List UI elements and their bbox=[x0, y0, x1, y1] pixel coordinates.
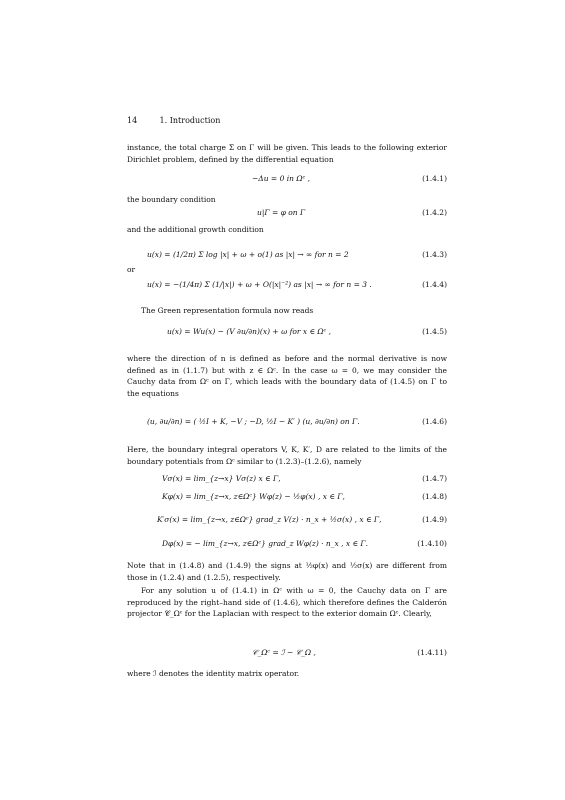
paragraph: For any solution u of (1.4.1) in Ωᶜ with ω = 0, the Cauchy data on Γ are reproduced by the right–hand side of (1.4.6), which therefore defines the Calderón projector 𝒞_Ωᶜ for the Laplacian with respect to the exterior domain Ωᶜ. Clearly, bbox=[127, 586, 447, 618]
equation bbox=[127, 280, 447, 294]
equation-label: (1.4.8) bbox=[422, 492, 447, 501]
equation-body: (u, ∂u/∂n) = ( ½I + K, −V ; −D, ½I − K′ ) (u, ∂u/∂n) on Γ. bbox=[147, 417, 360, 426]
running-header bbox=[127, 116, 220, 125]
equation-label: (1.4.3) bbox=[422, 250, 447, 259]
chapter-title: 1. Introduction bbox=[159, 116, 221, 125]
paragraph: Here, the boundary integral operators V, K, K′, D are related to the limits of the boundary potentials from Ωᶜ similar to (1.2.3)–(1.2.6), namely bbox=[127, 445, 447, 466]
equation-body: u(x) = Wu(x) − (V ∂u/∂n)(x) + ω for x ∈ Ωᶜ , bbox=[167, 327, 332, 336]
equation-body: Vσ(x) = lim_{z→x} Vσ(z) x ∈ Γ, bbox=[162, 474, 281, 483]
equation-label: (1.4.5) bbox=[422, 327, 447, 336]
equation bbox=[127, 174, 447, 188]
equation-body: Kφ(x) = lim_{z→x, z∈Ωᶜ} Wφ(z) − ½φ(x) , x ∈ Γ, bbox=[162, 492, 345, 501]
equation-label: (1.4.7) bbox=[422, 474, 447, 483]
equation-label: (1.4.9) bbox=[422, 515, 447, 524]
equation-body: K′σ(x) = lim_{z→x, z∈Ωᶜ} grad_z V(z) · n_x + ½σ(x) , x ∈ Γ, bbox=[157, 515, 382, 524]
equation bbox=[127, 648, 447, 662]
equation-label: (1.4.4) bbox=[422, 280, 447, 289]
equation-body: u(x) = −(1/4π) Σ (1/|x|) + ω + O(|x|⁻²) as |x| → ∞ for n = 3 . bbox=[147, 280, 372, 289]
paragraph: the boundary condition bbox=[127, 195, 216, 204]
equation bbox=[127, 208, 447, 222]
equation bbox=[127, 474, 447, 488]
equation-label: (1.4.10) bbox=[417, 539, 447, 548]
page-number: 14 bbox=[127, 116, 138, 125]
paragraph: and the additional growth condition bbox=[127, 225, 264, 234]
paragraph: The Green representation formula now reads bbox=[141, 306, 314, 315]
equation bbox=[127, 327, 447, 341]
paragraph: where ℐ denotes the identity matrix operator. bbox=[127, 669, 300, 678]
paragraph: Note that in (1.4.8) and (1.4.9) the signs at ½φ(x) and ½σ(x) are different from those in (1.2.4) and (1.2.5), respectively. bbox=[127, 561, 447, 582]
equation bbox=[127, 492, 447, 506]
paragraph: where the direction of n is defined as before and the normal derivative is now defined as in (1.1.7) but with z ∈ Ωᶜ. In the case ω = 0, we may consider the Cauchy data from Ωᶜ on Γ, which leads with the boundary data of (1.4.5) on Γ to the equations bbox=[127, 354, 447, 398]
equation-label: (1.4.6) bbox=[422, 417, 447, 426]
equation-label: (1.4.1) bbox=[422, 174, 447, 183]
equation bbox=[127, 417, 447, 431]
equation bbox=[127, 539, 447, 553]
equation bbox=[127, 515, 447, 529]
equation-body: −Δu = 0 in Ωᶜ , bbox=[252, 174, 310, 183]
paragraph: instance, the total charge Σ on Γ will be given. This leads to the following exterior Dirichlet problem, defined by the differential equation bbox=[127, 143, 447, 164]
equation-body: 𝒞_Ωᶜ = ℐ − 𝒞_Ω , bbox=[252, 648, 316, 657]
equation bbox=[127, 250, 447, 264]
equation-body: u|Γ = φ on Γ bbox=[257, 208, 306, 217]
paragraph-or: or bbox=[127, 265, 136, 274]
equation-body: Dφ(x) = − lim_{z→x, z∈Ωᶜ} grad_z Wφ(z) · n_x , x ∈ Γ. bbox=[162, 539, 369, 548]
equation-label: (1.4.2) bbox=[422, 208, 447, 217]
equation-body: u(x) = (1/2π) Σ log |x| + ω + o(1) as |x| → ∞ for n = 2 bbox=[147, 250, 349, 259]
equation-label: (1.4.11) bbox=[417, 648, 447, 657]
